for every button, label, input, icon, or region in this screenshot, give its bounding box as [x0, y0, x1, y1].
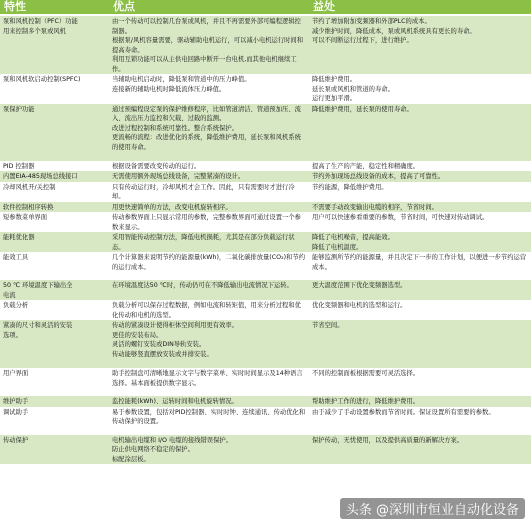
advantage-cell: [109, 212, 309, 232]
cell-line: 负载分析可以保存过程数据，例如电流和转矩值，用来分析过程和优化传动和电机的选型。: [112, 302, 301, 319]
cell-line: 防止供电网络不稳定的保护。: [112, 446, 194, 453]
cell-line: 节约能源，降低维护费用。: [312, 183, 388, 191]
cell-line: 通过预编程设定泵的保护维修程序，比如管道清洁、管道预加压、流入、流出压力监控和欠载、过载的监测。: [112, 105, 301, 122]
cell-line: 降低维护费用。: [312, 76, 357, 83]
cell-line: 维护助手: [3, 398, 29, 405]
cell-line: 传动能够竖直摆放安装或并排安装。: [112, 350, 213, 358]
cell-line: 节省空间。: [312, 322, 344, 329]
benefit-cell: [309, 368, 531, 396]
cell-line: 无需使用额外现场总线设备，完整紧凑的设计。: [112, 173, 245, 180]
cell-line: 选项。: [3, 331, 22, 339]
cell-line: 优化变频器和电机的选型和运行。: [312, 302, 407, 309]
cell-line: 只有传动运行时，冷却风机才会工作。因此，只有需要时才进行冷却。: [112, 183, 295, 200]
cell-line: 几个计算器来说明节约的能源量(kWh)，二氧化碳排放量(CO₂)和节约的运行成本。: [112, 254, 305, 271]
advantage-cell: [109, 368, 309, 396]
cell-line: 降低了电机温度。: [312, 243, 363, 251]
cell-line: 标配涂层板。: [112, 455, 150, 463]
advantage-cell: [109, 15, 309, 74]
feature-cell: [0, 212, 109, 232]
benefit-cell: [309, 15, 531, 74]
table-row: [0, 368, 531, 396]
cell-line: 泵保护功能: [3, 105, 35, 113]
benefit-cell: [309, 182, 531, 202]
benefit-cell: [309, 74, 531, 104]
feature-cell: [0, 182, 109, 202]
cell-line: 降低了电机噪音，提高能效。: [312, 234, 394, 241]
cell-line: 能够监测所节约的能源量，并且决定下一步的工作计划，以便进一步节约运营成本。: [312, 254, 527, 271]
cell-line: 助手控制盘可清晰地显示文字与数字菜单、实时时间显示及14种语言选择。基本面板提供数字显示。: [112, 370, 303, 387]
cell-line: 监控能耗(kWh)、运转时间和电机旋转情况。: [112, 398, 238, 405]
table-row: [0, 435, 531, 465]
table-row: [0, 407, 531, 435]
feature-cell: [0, 171, 109, 182]
header-advantage: 优点: [109, 0, 309, 15]
cell-line: 改进过程控制和系统可靠性。整合系统保护。: [112, 124, 238, 132]
benefit-cell: [309, 171, 531, 182]
cell-line: 易于参数设置，包括对PID控制器、实时时钟、连续通讯、传动优化和传动保护的设置。: [112, 408, 306, 425]
benefit-cell: [309, 104, 531, 161]
feature-cell: [0, 368, 109, 396]
cell-line: 运行更加平滑。: [312, 95, 357, 102]
feature-cell: [0, 104, 109, 161]
cell-line: 电流: [3, 291, 16, 299]
cell-line: 由于减少了手动设置参数而节省时间。保证设置所有需要的参数。: [312, 408, 495, 416]
feature-cell: [0, 407, 109, 435]
feature-cell: [0, 15, 109, 74]
benefit-cell: [309, 300, 531, 320]
cell-line: 软件控制相序转换: [3, 203, 54, 211]
benefit-cell: [309, 161, 531, 172]
header-benefit: 益处: [309, 0, 531, 15]
cell-line: 节约了增加附加变频器和外部PLC的成本。: [312, 18, 431, 25]
cell-line: 采用智能传动控制方法，降低电机损耗，尤其是在部分负载运行状态。: [112, 234, 295, 251]
cell-line: 连接新的辅助电机时降低流体压力峰值。: [112, 85, 226, 93]
feature-cell: [0, 74, 109, 104]
cell-line: 提高了生产的产能，稳定性和精确度。: [312, 162, 420, 170]
cell-line: 能效工具: [3, 254, 29, 261]
table-row: [0, 320, 531, 368]
benefit-cell: [309, 212, 531, 232]
cell-line: 泵和风机控制（PFC）功能: [3, 18, 78, 25]
table-header-row: [0, 0, 531, 15]
feature-cell: [0, 320, 109, 368]
feature-cell: [0, 202, 109, 213]
benefit-cell: [309, 396, 531, 407]
cell-line: 传动保护: [3, 436, 29, 444]
cell-line: 灵活的螺钉安装或DIN导轨安装。: [112, 341, 206, 348]
cell-line: 用来控制多个泵或风机: [3, 27, 66, 35]
benefit-cell: [309, 252, 531, 280]
cell-line: 更流畅的流程：改进优化的系统，降低维护费用，延长泵和风机系统的使用寿命。: [112, 134, 301, 151]
cell-line: 用户界面: [3, 370, 29, 377]
benefit-cell: [309, 407, 531, 435]
feature-cell: [0, 161, 109, 172]
table-row: [0, 212, 531, 232]
cell-line: 传动的紧凑设计使得柜体空间利用更有效率。: [112, 322, 238, 329]
cell-line: 调试助手: [3, 408, 29, 416]
table-row: [0, 232, 531, 252]
cell-line: 当辅助电机启动时，降低泵和管道中的压力峰值。: [112, 76, 251, 83]
table-row: [0, 396, 531, 407]
cell-line: 降低维护费用，延长泵的使用寿命。: [312, 105, 413, 113]
benefit-cell: [309, 232, 531, 252]
advantage-cell: [109, 435, 309, 465]
cell-line: 根据设备需要改变传动的运行。: [112, 162, 201, 170]
table-row: [0, 182, 531, 202]
benefit-cell: [309, 435, 531, 465]
advantage-cell: [109, 74, 309, 104]
table-row: [0, 171, 531, 182]
table-row: [0, 202, 531, 213]
table-row: [0, 161, 531, 172]
watermark: 头条 @深圳市恒业自动化设备: [340, 498, 525, 519]
cell-line: 不同的控制面板根据需要可灵活选择。: [312, 370, 420, 377]
cell-line: 用户可以快速参看重要的参数，节省时间，可快速对传动调试。: [312, 214, 489, 221]
cell-line: 内置EIA-485现场总线接口: [3, 173, 78, 180]
cell-line: 冷却风机开/关控制: [3, 183, 56, 191]
cell-line: 帮助维护工作的进行，降低维护费用。: [312, 398, 420, 405]
table-row: [0, 74, 531, 104]
cell-line: 不需要手动改变输出电缆的相序，节省时间。: [312, 203, 438, 211]
cell-line: 延长泵或风机和管道的寿命。: [312, 85, 394, 93]
feature-cell: [0, 300, 109, 320]
table-row: [0, 300, 531, 320]
cell-line: 传动参数界面上只显示常用的参数，完整参数界面可通过设置一个参数来显示。: [112, 214, 301, 231]
cell-line: 更佳的安装布局。: [112, 331, 163, 339]
cell-line: 由一个传动可以控制几台泵或风机，并且不再需要外部可编程逻辑控制器。: [112, 18, 301, 35]
cell-line: 可以不间断运行过程下，进行维护。: [312, 37, 413, 44]
cell-line: 电机输出电缆和 I/O 电缆的接线错误保护。: [112, 436, 232, 444]
cell-line: 更大温度范围下优化变频器选型。: [312, 282, 407, 289]
feature-cell: [0, 280, 109, 300]
advantage-cell: [109, 104, 309, 161]
cell-line: 紧凑的尺寸和灵活的安装: [3, 322, 73, 329]
advantage-cell: [109, 407, 309, 435]
feature-cell: [0, 435, 109, 465]
table-body: [0, 15, 531, 464]
cell-line: 节约外加现场总线设备的成本，提高了可靠性。: [312, 173, 445, 180]
advantage-cell: [109, 232, 309, 252]
cell-line: 50 ℃ 环境温度下输出全: [3, 282, 73, 289]
advantage-cell: [109, 300, 309, 320]
cell-line: PID 控制器: [3, 162, 35, 170]
table-row: [0, 15, 531, 74]
advantage-cell: [109, 161, 309, 172]
benefit-cell: [309, 320, 531, 368]
header-feature: 特性: [0, 0, 109, 15]
cell-line: 利用互锁功能可以从主供电回路中断开一台电机,而其他电机继续工作。: [112, 56, 297, 73]
cell-line: 保护传动，无忧使用，以及提供高质量的新解决方案。: [312, 436, 464, 444]
feature-cell: [0, 252, 109, 280]
advantage-cell: [109, 396, 309, 407]
cell-line: 短参数菜单界面: [3, 214, 48, 221]
advantage-cell: [109, 171, 309, 182]
table-row: [0, 280, 531, 300]
benefit-cell: [309, 202, 531, 213]
feature-cell: [0, 232, 109, 252]
advantage-cell: [109, 202, 309, 213]
cell-line: 根据泵/风机容量需要，驱动辅助电机运行，可以减小电机运行时间和提高寿命。: [112, 37, 304, 54]
cell-line: 在环境温度达50 ℃时，传动仍可在不降低输出电流情况下运转。: [112, 282, 293, 289]
benefit-cell: [309, 280, 531, 300]
cell-line: 用更快速简单的方法，改变电机旋转相序。: [112, 203, 232, 211]
table-row: [0, 104, 531, 161]
advantage-cell: [109, 182, 309, 202]
table-row: [0, 252, 531, 280]
feature-cell: [0, 396, 109, 407]
cell-line: 能耗优化器: [3, 234, 35, 241]
advantage-cell: [109, 252, 309, 280]
cell-line: 减少维护时间，降低成本，泵或风机系统具有更长的寿命。: [312, 27, 476, 35]
cell-line: 负载分析: [3, 302, 29, 309]
cell-line: 泵和风机软启动控制(SPFC): [3, 76, 81, 83]
advantage-cell: [109, 320, 309, 368]
advantage-cell: [109, 280, 309, 300]
